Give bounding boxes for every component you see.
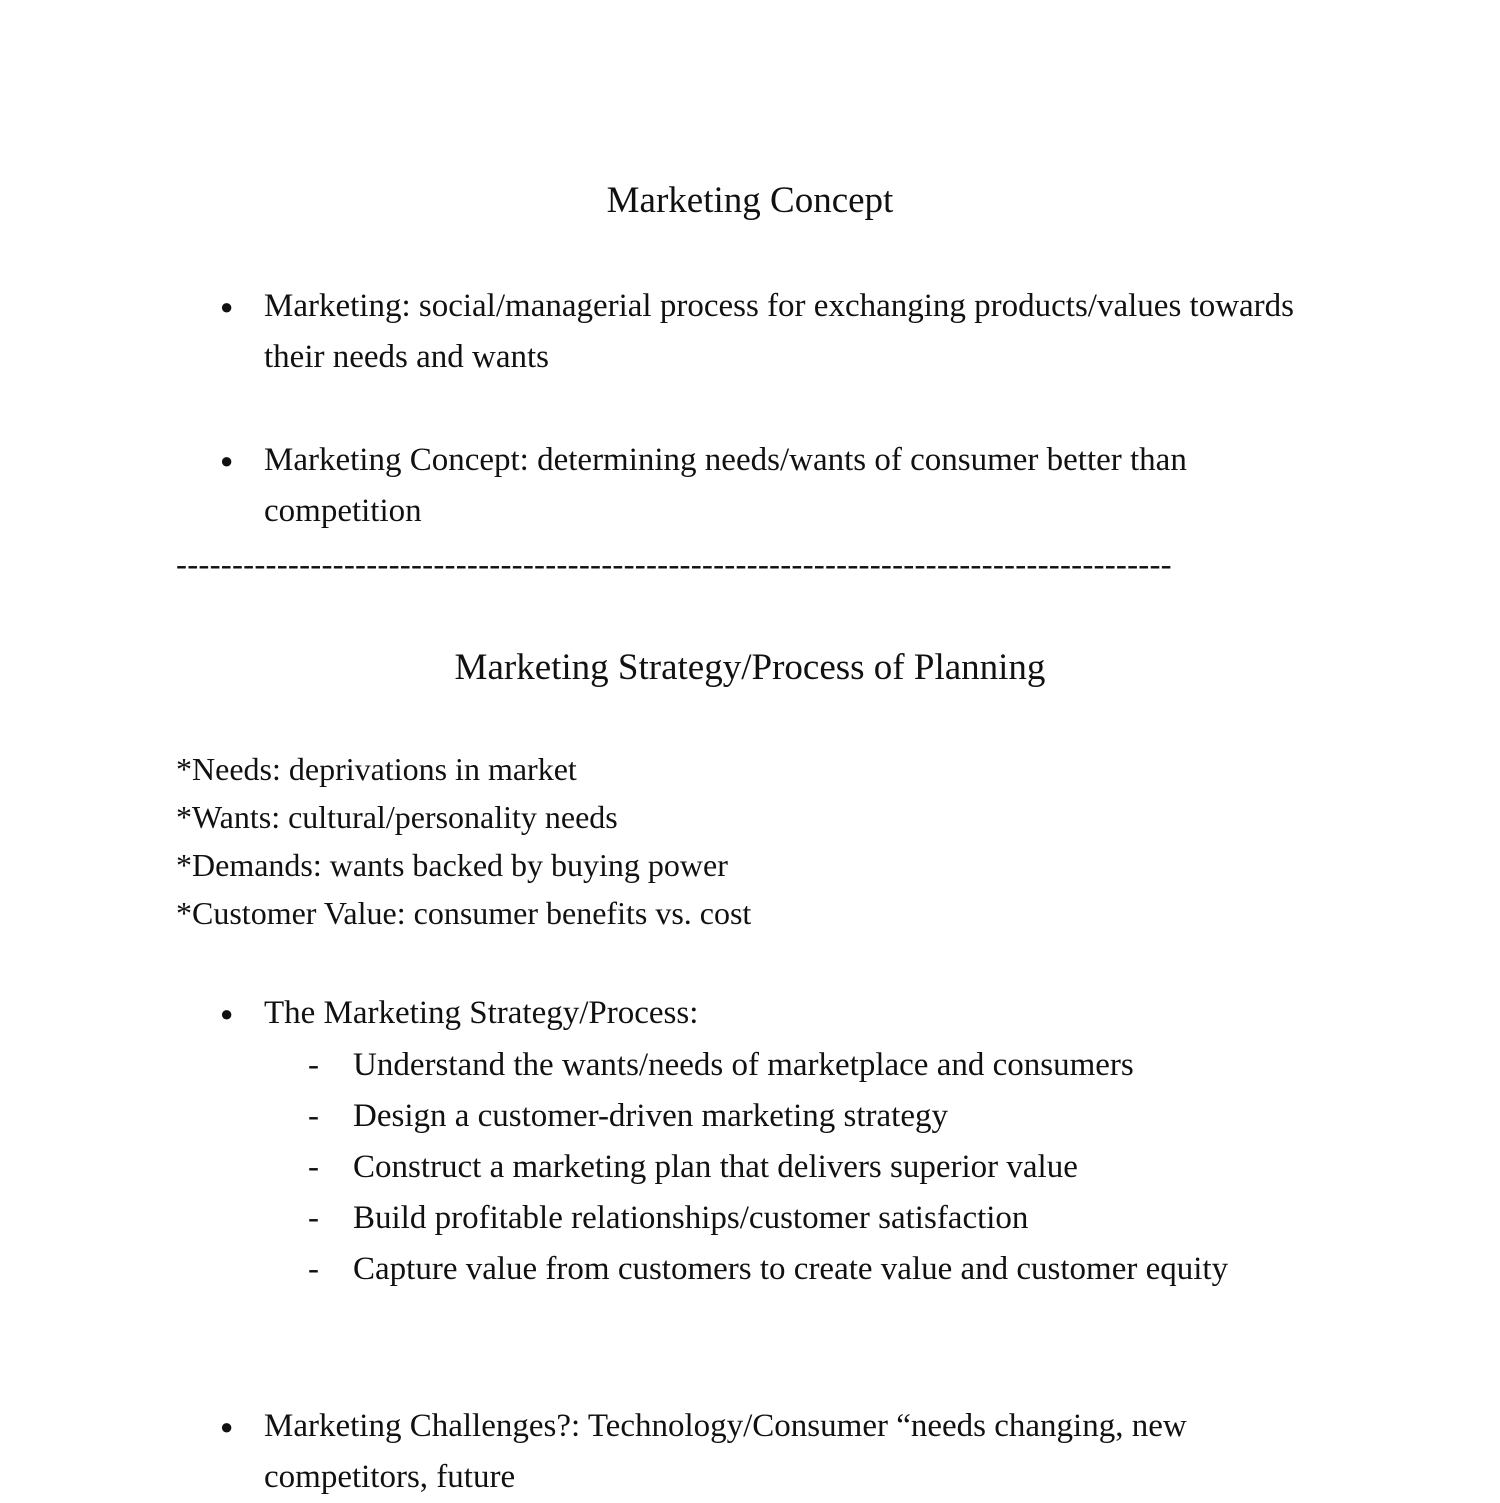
process-step: [308, 1091, 1293, 1142]
bullet-text: Marketing: social/managerial process for exchanging products/values towards their needs and wants: [264, 288, 1295, 375]
definition-customer-value: *Customer Value: consumer benefits vs. cost: [176, 895, 752, 931]
bullet-text: The Marketing Strategy/Process:: [264, 995, 699, 1031]
dash-icon: -: [308, 1047, 319, 1083]
section-title-marketing-strategy: Marketing Strategy/Process of Planning: [454, 647, 1046, 688]
bullet-icon: ●: [220, 1001, 234, 1026]
bullet-text: Marketing Challenges?: Technology/Consumer “needs changing, new competitors, future: [264, 1408, 1187, 1495]
bullet-item: [220, 435, 1324, 537]
process-step-text: Design a customer-driven marketing strategy: [353, 1098, 948, 1134]
dash-icon: -: [308, 1149, 319, 1185]
dash-icon: -: [308, 1098, 319, 1134]
dash-icon: -: [308, 1200, 319, 1236]
bullet-item: [220, 281, 1324, 383]
process-step: [308, 1193, 1293, 1244]
bullet-item: [220, 988, 1324, 1039]
definition-wants: *Wants: cultural/personality needs: [176, 799, 618, 835]
process-step-text: Capture value from customers to create value and customer equity: [353, 1251, 1229, 1287]
bullet-text: Marketing Concept: determining needs/wants of consumer better than competition: [264, 442, 1187, 529]
process-step: [308, 1040, 1293, 1091]
bullet-icon: ●: [220, 448, 234, 473]
process-step-text: Construct a marketing plan that delivers superior value: [353, 1149, 1078, 1185]
process-steps-list: [308, 1040, 1293, 1295]
bullet-item: [220, 1401, 1324, 1503]
bullet-icon: ●: [220, 1414, 234, 1439]
process-step-text: Understand the wants/needs of marketplace and consumers: [353, 1047, 1134, 1083]
bullet-icon: ●: [220, 294, 234, 319]
definition-needs: *Needs: deprivations in market: [176, 751, 577, 787]
definition-demands: *Demands: wants backed by buying power: [176, 847, 728, 883]
process-step: [308, 1244, 1293, 1295]
process-step-text: Build profitable relationships/customer satisfaction: [353, 1200, 1029, 1236]
process-step: [308, 1142, 1293, 1193]
definitions-list: [176, 745, 1316, 937]
dash-icon: -: [308, 1251, 319, 1287]
section-title-marketing-concept: Marketing Concept: [606, 180, 894, 221]
dashed-divider: -----------------------------------------------------------------------------------------: [176, 547, 1172, 583]
